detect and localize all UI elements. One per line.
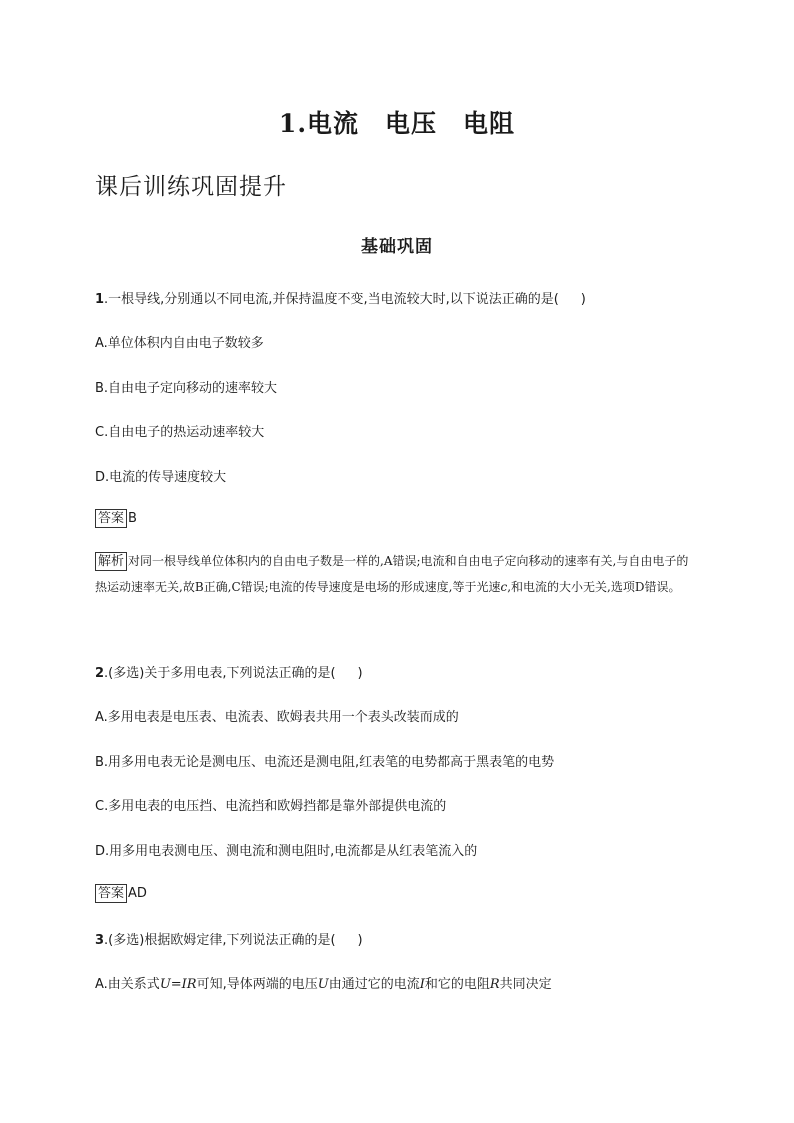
- variable-i: I: [419, 977, 425, 992]
- answer-1: [95, 509, 137, 528]
- option-a: A.多用电表是电压表、电流表、欧姆表共用一个表头改装而成的: [95, 710, 459, 725]
- subsection-heading: 基础巩固: [361, 237, 433, 257]
- paren-close: ): [580, 292, 586, 307]
- explanation-text-b: ,和电流的大小无关,选项D错误。: [507, 580, 681, 594]
- formula: U=IR: [159, 977, 197, 992]
- variable-u: U: [317, 977, 329, 992]
- paren-close: ): [357, 666, 363, 681]
- option-text: 可知,导体两端的电压: [196, 977, 318, 992]
- option-b: B.自由电子定向移动的速率较大: [95, 381, 278, 396]
- question-text: .一根导线,分别通以不同电流,并保持温度不变,当电流较大时,以下说法正确的是(: [104, 292, 559, 307]
- option-text: 共同决定: [499, 977, 552, 992]
- question-number: 3: [95, 933, 105, 948]
- explanation-label-box: 解析: [95, 552, 127, 571]
- explanation-1: [95, 548, 700, 600]
- section-heading: 课后训练巩固提升: [95, 174, 287, 200]
- option-text: 由通过它的电流: [328, 977, 420, 992]
- option-a: [95, 973, 552, 992]
- variable-r: R: [489, 977, 500, 992]
- title-part-1: 1.电流: [278, 109, 360, 138]
- option-b: B.用多用电表无论是测电压、电流还是测电阻,红表笔的电势都高于黑表笔的电势: [95, 755, 555, 770]
- question-1-stem: [95, 288, 586, 307]
- option-d: D.电流的传导速度较大: [95, 470, 227, 485]
- answer-value: B: [128, 511, 137, 526]
- option-c: C.多用电表的电压挡、电流挡和欧姆挡都是靠外部提供电流的: [95, 799, 447, 814]
- question-3-stem: [95, 929, 363, 948]
- question-2-stem: [95, 662, 363, 681]
- option-text: A.由关系式: [95, 977, 160, 992]
- answer-2: [95, 884, 147, 903]
- option-text: 和它的电阻: [424, 977, 490, 992]
- title-part-2: 电压: [385, 109, 438, 138]
- answer-label-box: 答案: [95, 884, 127, 903]
- question-text: .(多选)根据欧姆定律,下列说法正确的是(: [104, 933, 336, 948]
- explanation-text-a: 对同一根导线单位体积内的自由电子数是一样的,A错误;电流和自由电子定向移动的速率有关,与自由电子的热运动速率无关,故B正确,C错误;电流的传导速度是电场的形成速度,等于光速: [95, 554, 689, 594]
- question-number: 1: [95, 292, 105, 307]
- page-title: [0, 104, 794, 140]
- question-text: .(多选)关于多用电表,下列说法正确的是(: [104, 666, 336, 681]
- question-number: 2: [95, 666, 105, 681]
- option-c: C.自由电子的热运动速率较大: [95, 425, 265, 440]
- answer-label-box: 答案: [95, 509, 127, 528]
- explanation-variable-c: c: [500, 580, 508, 594]
- paren-close: ): [357, 933, 363, 948]
- title-part-3: 电阻: [463, 109, 516, 138]
- option-d: D.用多用电表测电压、测电流和测电阻时,电流都是从红表笔流入的: [95, 844, 478, 859]
- answer-value: AD: [128, 886, 147, 901]
- option-a: A.单位体积内自由电子数较多: [95, 336, 264, 351]
